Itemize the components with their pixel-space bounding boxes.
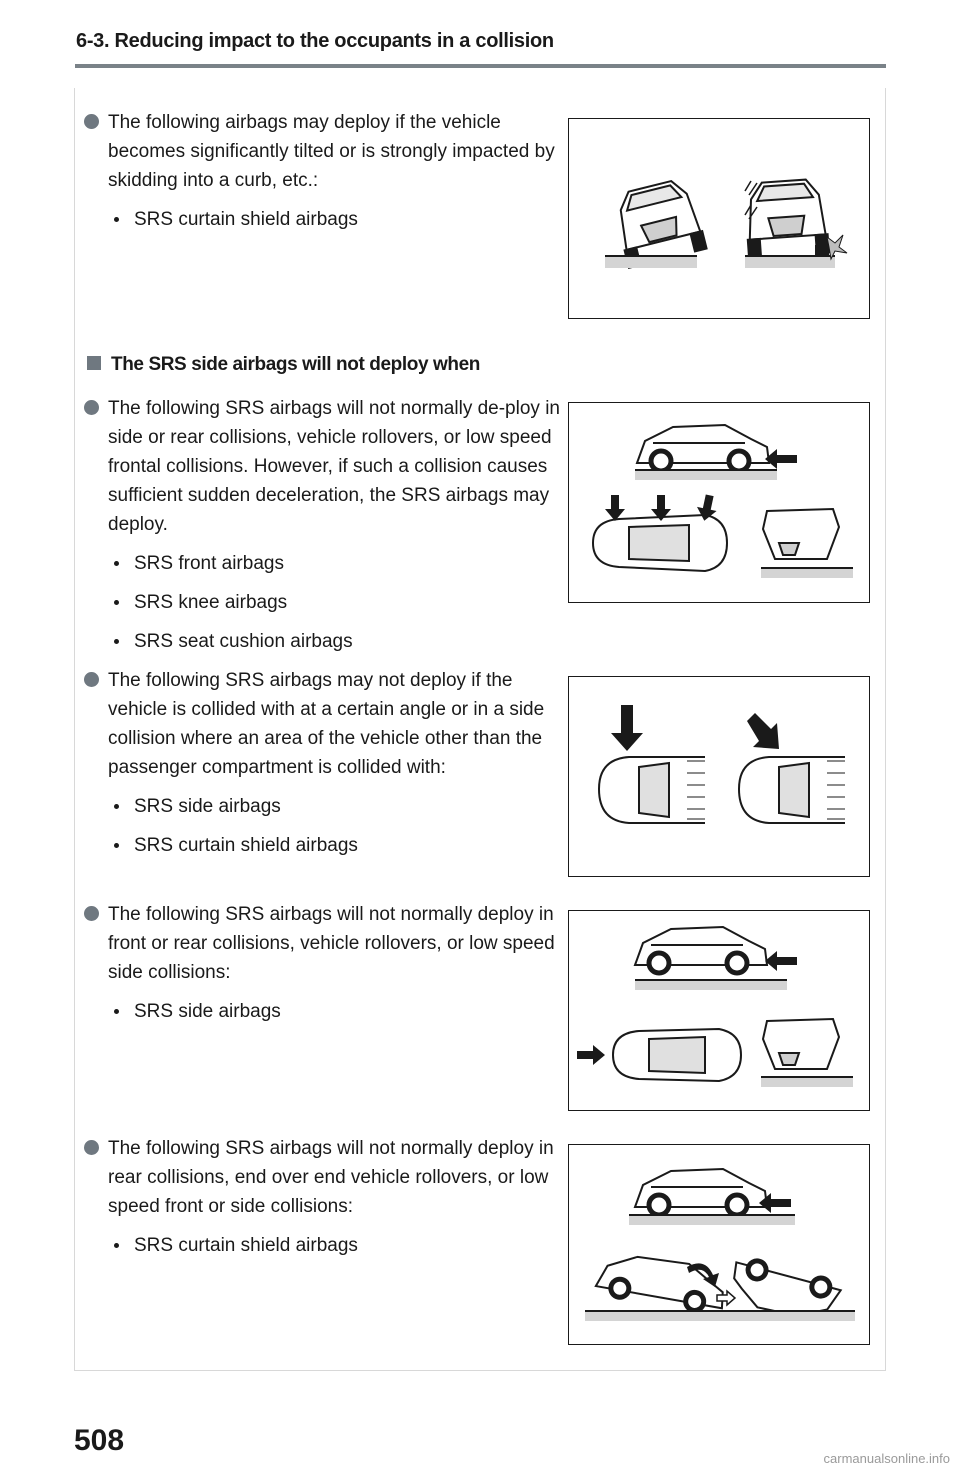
bullet-dot-icon [114,1243,119,1248]
sub-item: SRS curtain shield airbags [84,205,560,234]
bullet-dot-icon [114,843,119,848]
bullet-dot-icon [114,217,119,222]
item-text: The following SRS airbags will not normally de-ploy in side or rear collisions, vehicle rollovers, or low speed frontal collisions. However, if such a collision causes sufficient sudden deceleration, the SRS airbags may deploy. [108,398,560,535]
watermark: carmanualsonline.info [823,1451,950,1466]
sub-item: SRS curtain shield airbags [84,1231,560,1260]
bullet-dot-icon [114,561,119,566]
figure-end-over-end-rollover [568,1144,870,1345]
list-item [84,394,560,666]
bullet-icon [84,400,99,415]
bullet-icon [84,906,99,921]
bullet-icon [84,672,99,687]
sub-item: SRS seat cushion airbags [84,627,560,656]
sub-item: SRS side airbags [84,997,560,1026]
figure-side-rear-rollover [568,402,870,603]
section-heading: The SRS side airbags will not deploy when [87,354,480,376]
sub-item: SRS side airbags [84,792,560,821]
item-text: The following SRS airbags may not deploy if the vehicle is collided with at a certain angle or in a side collision where an area of the vehicle other than the passenger compartment is collided with: [108,670,545,778]
item-text: The following SRS airbags will not normally deploy in front or rear collisions, vehicle rollovers, or low speed side collisions: [108,904,555,983]
figure-angled-impact [568,676,870,877]
figure-front-rear-rollover [568,910,870,1111]
sub-item: SRS curtain shield airbags [84,831,560,860]
sub-item: SRS knee airbags [84,588,560,617]
sub-item: SRS front airbags [84,549,560,578]
bullet-icon [84,1140,99,1155]
figure-tilted-vehicle [568,118,870,319]
square-bullet-icon [87,356,101,370]
item-text: The following SRS airbags will not normally deploy in rear collisions, end over end vehicle rollovers, or low speed front or side collisions: [108,1138,554,1217]
page-header-title: 6-3. Reducing impact to the occupants in a collision [76,30,554,52]
list-item [84,666,560,870]
bullet-icon [84,114,99,129]
bullet-dot-icon [114,804,119,809]
list-item [84,108,560,244]
bullet-dot-icon [114,600,119,605]
page-number: 508 [74,1424,125,1457]
item-text: The following airbags may deploy if the vehicle becomes significantly tilted or is strongly impacted by skidding into a curb, etc.: [108,112,555,191]
list-item [84,900,560,1036]
header-divider [75,64,886,68]
bullet-dot-icon [114,639,119,644]
bullet-dot-icon [114,1009,119,1014]
list-item [84,1134,560,1270]
